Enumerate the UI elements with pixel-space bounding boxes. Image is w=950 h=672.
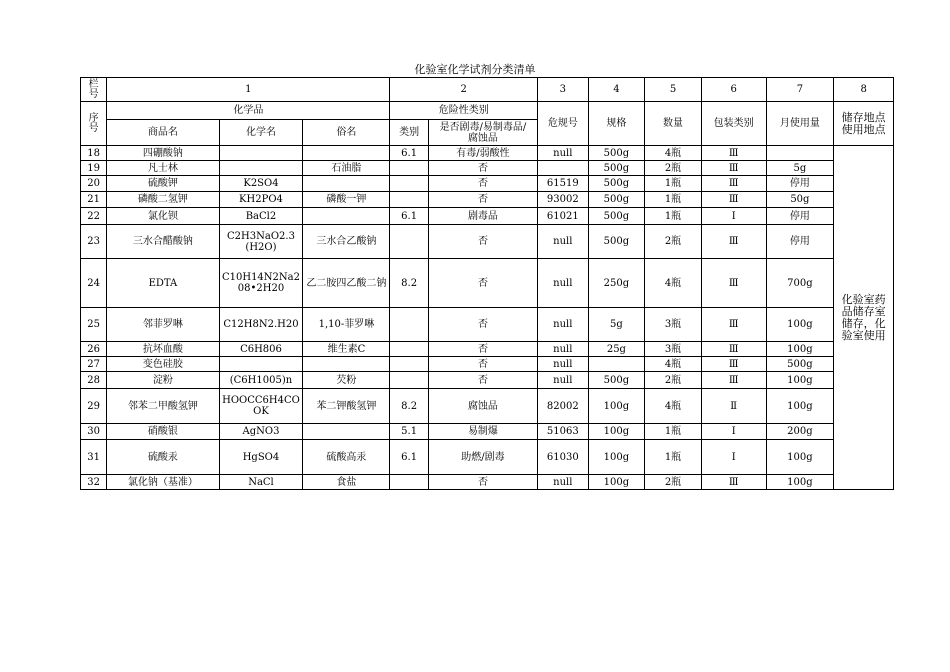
danger-number-cell: 61519 [538,176,589,192]
spec-cell: 500g [588,161,645,176]
spec-cell: 500g [588,176,645,192]
table-row [81,176,894,192]
chemical-name-cell: K2SO4 [219,176,303,192]
product-name-cell: 氯化钡 [107,208,219,225]
toxic-status-cell: 有毒/弱酸性 [428,146,537,161]
package-class-cell: Ⅲ [701,475,766,490]
group-hazard: 危险性类别 [390,102,538,120]
row-number-cell: 28 [81,372,107,389]
quantity-cell: 2瓶 [645,475,702,490]
hazard-category-cell [390,308,428,342]
monthly-usage-cell: 停用 [766,176,834,192]
chemical-name-cell [219,161,303,176]
common-name-cell: 石油脂 [303,161,390,176]
monthly-usage-cell: 停用 [766,208,834,225]
header-category: 类别 [390,120,428,146]
danger-number-cell: 51063 [538,424,589,440]
quantity-cell: 4瓶 [645,259,702,308]
package-class-cell: Ⅲ [701,192,766,208]
common-name-cell: 乙二胺四乙酸二钠 [303,259,390,308]
product-name-cell: 硫酸汞 [107,440,219,475]
danger-number-cell [538,161,589,176]
row-number-cell: 25 [81,308,107,342]
quantity-cell: 1瓶 [645,440,702,475]
monthly-usage-cell: 100g [766,389,834,424]
spec-cell: 100g [588,424,645,440]
common-name-cell: 苯二钾酸氢钾 [303,389,390,424]
package-class-cell: Ⅲ [701,176,766,192]
toxic-status-cell: 否 [428,161,537,176]
hazard-category-cell [390,161,428,176]
chemical-name-cell [219,357,303,372]
danger-number-cell: null [538,372,589,389]
product-name-cell: 四硼酸钠 [107,146,219,161]
chemical-name-cell: C10H14N2Na208•2H20 [219,259,303,308]
common-name-cell: 食盐 [303,475,390,490]
table-row [81,424,894,440]
chemical-name-cell: BaCl2 [219,208,303,225]
monthly-usage-cell: 100g [766,372,834,389]
header-monthly: 月使用量 [766,102,834,146]
chemical-name-cell [219,146,303,161]
danger-number-cell: null [538,259,589,308]
toxic-status-cell: 腐蚀品 [428,389,537,424]
toxic-status-cell: 否 [428,308,537,342]
table-row [81,357,894,372]
row-number-cell: 30 [81,424,107,440]
package-class-cell: Ⅲ [701,308,766,342]
monthly-usage-cell: 100g [766,308,834,342]
row-number-cell: 29 [81,389,107,424]
quantity-cell: 1瓶 [645,176,702,192]
common-name-cell: 维生素C [303,342,390,357]
product-name-cell: 三水合醋酸钠 [107,225,219,259]
col-number-7: 7 [766,78,834,102]
chemical-name-cell: KH2PO4 [219,192,303,208]
hazard-category-cell [390,225,428,259]
package-class-cell: Ⅲ [701,372,766,389]
col-number-3: 3 [538,78,589,102]
package-class-cell: Ⅰ [701,440,766,475]
sheet-title: 化验室化学试剂分类清单 [414,63,536,76]
quantity-cell: 3瓶 [645,342,702,357]
hazard-category-cell: 5.1 [390,424,428,440]
row-number-cell: 32 [81,475,107,490]
quantity-cell: 1瓶 [645,208,702,225]
col-number-6: 6 [701,78,766,102]
header-storage: 储存地点使用地点 [834,102,894,146]
header-common-name: 俗名 [303,120,390,146]
hazard-category-cell [390,342,428,357]
package-class-cell: Ⅲ [701,161,766,176]
spec-cell: 5g [588,308,645,342]
danger-number-cell: null [538,357,589,372]
danger-number-cell: 93002 [538,192,589,208]
chemical-name-cell: (C6H1005)n [219,372,303,389]
group-chemical: 化学品 [107,102,390,120]
monthly-usage-cell: 停用 [766,225,834,259]
header-spec: 规格 [588,102,645,146]
spec-cell: 500g [588,192,645,208]
danger-number-cell: null [538,146,589,161]
reagent-table [80,77,894,490]
table-row [81,225,894,259]
table-row [81,372,894,389]
storage-location-cell: 化验室药品储存室储存，化验室使用 [834,146,894,490]
quantity-cell: 3瓶 [645,308,702,342]
row-number-cell: 24 [81,259,107,308]
hazard-category-cell: 8.2 [390,389,428,424]
col-number-2: 2 [390,78,538,102]
chemical-name-cell: AgNO3 [219,424,303,440]
toxic-status-cell: 剧毒品 [428,208,537,225]
spec-cell: 500g [588,208,645,225]
spec-cell: 100g [588,440,645,475]
monthly-usage-cell: 500g [766,357,834,372]
product-name-cell: 硫酸钾 [107,176,219,192]
danger-number-cell: 61030 [538,440,589,475]
header-package: 包装类别 [701,102,766,146]
package-class-cell: Ⅲ [701,357,766,372]
hazard-category-cell: 6.1 [390,440,428,475]
quantity-cell: 2瓶 [645,372,702,389]
common-name-cell: 芡粉 [303,372,390,389]
toxic-status-cell: 否 [428,342,537,357]
package-class-cell: Ⅰ [701,424,766,440]
common-name-cell [303,424,390,440]
common-name-cell [303,208,390,225]
common-name-cell: 磷酸一钾 [303,192,390,208]
spec-cell: 100g [588,389,645,424]
table-row [81,389,894,424]
table-row [81,440,894,475]
row-number-cell: 20 [81,176,107,192]
monthly-usage-cell: 100g [766,475,834,490]
chemical-name-cell: NaCl [219,475,303,490]
product-name-cell: 邻菲罗啉 [107,308,219,342]
quantity-cell: 4瓶 [645,389,702,424]
toxic-status-cell: 否 [428,225,537,259]
product-name-cell: 变色硅胶 [107,357,219,372]
table-row [81,208,894,225]
chemical-name-cell: C2H3NaO2.3(H2O) [219,225,303,259]
package-class-cell: Ⅰ [701,208,766,225]
monthly-usage-cell: 200g [766,424,834,440]
hazard-category-cell [390,357,428,372]
product-name-cell: 抗坏血酸 [107,342,219,357]
row-number-cell: 19 [81,161,107,176]
spec-cell: 25g [588,342,645,357]
quantity-cell: 4瓶 [645,357,702,372]
chemical-name-cell: C6H806 [219,342,303,357]
quantity-cell: 4瓶 [645,146,702,161]
chemical-name-cell: HOOCC6H4COOK [219,389,303,424]
package-class-cell: Ⅲ [701,146,766,161]
toxic-status-cell: 否 [428,192,537,208]
spec-cell [588,357,645,372]
common-name-cell: 三水合乙酸钠 [303,225,390,259]
product-name-cell: 磷酸二氢钾 [107,192,219,208]
common-name-cell: 1,10-菲罗啉 [303,308,390,342]
col-number-5: 5 [645,78,702,102]
chemical-name-cell: C12H8N2.H20 [219,308,303,342]
table-row [81,161,894,176]
hazard-category-cell: 6.1 [390,208,428,225]
monthly-usage-cell: 5g [766,161,834,176]
toxic-status-cell: 否 [428,176,537,192]
header-lanhao: 栏号 [81,78,107,102]
spec-cell: 100g [588,475,645,490]
product-name-cell: 凡士林 [107,161,219,176]
column-number-row [81,78,894,102]
hazard-category-cell: 6.1 [390,146,428,161]
product-name-cell: 硝酸银 [107,424,219,440]
quantity-cell: 1瓶 [645,424,702,440]
hazard-category-cell [390,475,428,490]
header-qty: 数量 [645,102,702,146]
table-row [81,308,894,342]
spec-cell: 500g [588,372,645,389]
table-row [81,192,894,208]
row-number-cell: 31 [81,440,107,475]
package-class-cell: Ⅱ [701,389,766,424]
package-class-cell: Ⅲ [701,342,766,357]
header-chemical-name: 化学名 [219,120,303,146]
toxic-status-cell: 易制爆 [428,424,537,440]
common-name-cell: 硫酸高汞 [303,440,390,475]
col-number-4: 4 [588,78,645,102]
toxic-status-cell: 否 [428,259,537,308]
monthly-usage-cell: 700g [766,259,834,308]
group-header-row [81,102,894,120]
header-product-name: 商品名 [107,120,219,146]
product-name-cell: 氯化钠（基准） [107,475,219,490]
row-number-cell: 23 [81,225,107,259]
header-xuhao: 序号 [81,102,107,146]
hazard-category-cell: 8.2 [390,259,428,308]
product-name-cell: 淀粉 [107,372,219,389]
table-row [81,259,894,308]
header-toxic: 是否剧毒/易制毒品/腐蚀品 [428,120,537,146]
row-number-cell: 21 [81,192,107,208]
danger-number-cell: null [538,342,589,357]
product-name-cell: 邻苯二甲酸氢钾 [107,389,219,424]
toxic-status-cell: 否 [428,372,537,389]
toxic-status-cell: 助燃/剧毒 [428,440,537,475]
monthly-usage-cell [766,146,834,161]
danger-number-cell: null [538,225,589,259]
row-number-cell: 27 [81,357,107,372]
table-row [81,146,894,161]
common-name-cell [303,357,390,372]
package-class-cell: Ⅲ [701,259,766,308]
toxic-status-cell: 否 [428,475,537,490]
common-name-cell [303,146,390,161]
table-row [81,475,894,490]
danger-number-cell: null [538,308,589,342]
chemical-name-cell: HgSO4 [219,440,303,475]
col-number-8: 8 [834,78,894,102]
table-body [81,146,894,490]
quantity-cell: 1瓶 [645,192,702,208]
spec-cell: 500g [588,146,645,161]
danger-number-cell: 61021 [538,208,589,225]
header-danger-no: 危规号 [538,102,589,146]
danger-number-cell: 82002 [538,389,589,424]
table-row [81,342,894,357]
spec-cell: 500g [588,225,645,259]
spec-cell: 250g [588,259,645,308]
monthly-usage-cell: 50g [766,192,834,208]
row-number-cell: 26 [81,342,107,357]
hazard-category-cell [390,176,428,192]
hazard-category-cell [390,192,428,208]
danger-number-cell: null [538,475,589,490]
quantity-cell: 2瓶 [645,225,702,259]
product-name-cell: EDTA [107,259,219,308]
common-name-cell [303,176,390,192]
row-number-cell: 22 [81,208,107,225]
row-number-cell: 18 [81,146,107,161]
toxic-status-cell: 否 [428,357,537,372]
monthly-usage-cell: 100g [766,342,834,357]
package-class-cell: Ⅲ [701,225,766,259]
hazard-category-cell [390,372,428,389]
quantity-cell: 2瓶 [645,161,702,176]
monthly-usage-cell: 100g [766,440,834,475]
col-number-1: 1 [107,78,390,102]
